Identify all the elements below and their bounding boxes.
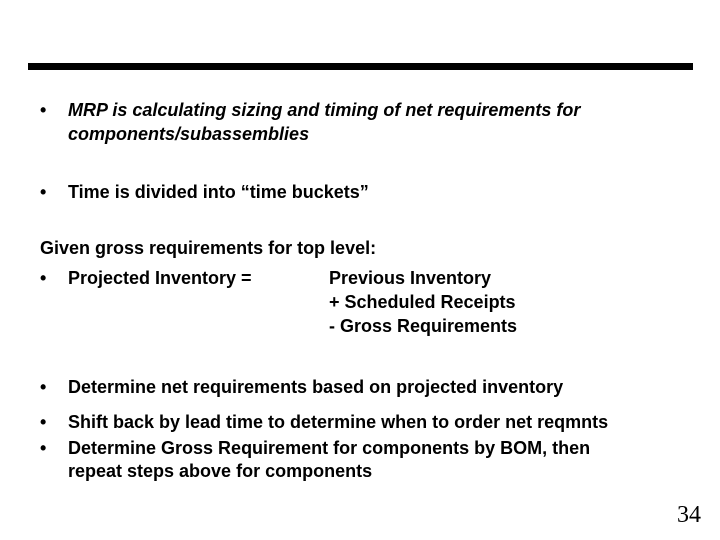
bullet-gross-bom-line-1: Determine Gross Requirement for components by BOM, then xyxy=(68,438,591,458)
bullet-marker: • xyxy=(40,412,47,432)
title-rule xyxy=(28,63,693,70)
bullet-shift-back: Shift back by lead time to determine when to order net reqmnts xyxy=(68,412,609,432)
bullet-mrp-line-1: MRP is calculating sizing and timing of net requirements for xyxy=(68,100,581,120)
bullet-marker: • xyxy=(40,268,47,288)
formula-label: Projected Inventory = xyxy=(68,268,252,288)
bullet-gross-bom-line-2: repeat steps above for components xyxy=(68,461,373,481)
bullet-time-buckets: Time is divided into “time buckets” xyxy=(68,182,369,202)
bullet-marker: • xyxy=(40,377,47,397)
formula-term-gross: - Gross Requirements xyxy=(329,316,518,336)
given-heading: Given gross requirements for top level: xyxy=(40,238,377,258)
bullet-mrp-line-2: components/subassemblies xyxy=(68,124,310,144)
page-number: 34 xyxy=(677,502,701,528)
bullet-marker: • xyxy=(40,182,47,202)
formula-term-receipts: + Scheduled Receipts xyxy=(329,292,516,312)
bullet-net-requirements: Determine net requirements based on projected inventory xyxy=(68,377,564,397)
formula-term-previous: Previous Inventory xyxy=(329,268,492,288)
bullet-marker: • xyxy=(40,438,47,458)
bullet-marker: • xyxy=(40,100,47,120)
